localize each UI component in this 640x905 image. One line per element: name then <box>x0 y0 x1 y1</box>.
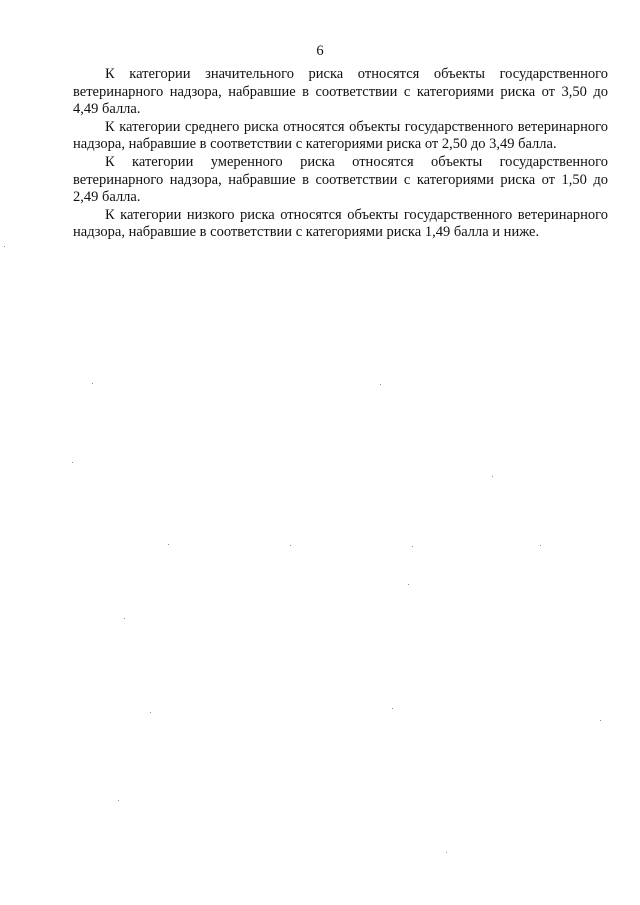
scan-speck <box>150 712 151 713</box>
page-number: 6 <box>316 43 324 59</box>
scan-speck <box>4 246 5 247</box>
scan-speck <box>72 462 73 463</box>
scan-speck <box>380 384 381 385</box>
scan-speck <box>540 545 541 546</box>
scan-speck <box>600 720 601 721</box>
scan-speck <box>446 852 447 853</box>
scan-speck <box>412 546 413 547</box>
paragraph-moderate-risk: К категории умеренного риска относятся объекты государственного ветеринарного надзора, набравшие в соответствии с категориями риска от 1,50 до 2,49 балла. <box>73 153 608 206</box>
scan-speck <box>118 800 119 801</box>
scan-speck <box>392 708 393 709</box>
paragraph-significant-risk: К категории значительного риска относятся объекты государственного ветеринарного надзора, набравшие в соответствии с категориями риска от 3,50 до 4,49 балла. <box>73 66 608 118</box>
scan-speck <box>92 383 93 384</box>
scan-speck <box>492 476 493 477</box>
scan-speck <box>408 584 409 585</box>
paragraph-low-risk: К категории низкого риска относятся объекты государственного ветеринарного надзора, набравшие в соответствии с категориями риска 1,49 балла и ниже. <box>73 206 608 241</box>
document-body <box>73 66 608 242</box>
scan-speck <box>290 545 291 546</box>
paragraph-medium-risk: К категории среднего риска относятся объекты государственного ветеринарного надзора, набравшие в соответствии с категориями риска от 2,50 до 3,49 балла. <box>73 118 608 153</box>
scan-speck <box>168 544 169 545</box>
scan-speck <box>124 618 125 619</box>
